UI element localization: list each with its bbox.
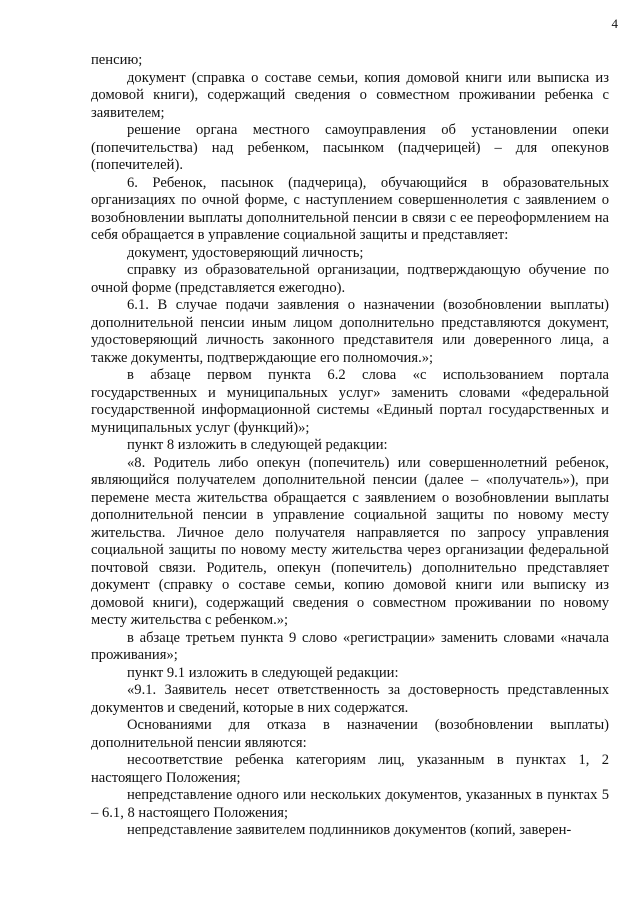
paragraph: пункт 9.1 изложить в следующей редакции: [127, 664, 399, 681]
page-number: 4 [611, 16, 618, 31]
paragraph: 6.1. В случае подачи заявления о назначении (возобновлении выплаты) дополнительной пенсии иным лицом дополнительно представляются документ, удостоверяющий личность законного представителя или доверенного лица, а также документы, подтверждающие его полномочия.»; [91, 297, 609, 366]
paragraph: «9.1. Заявитель несет ответственность за достоверность представленных документов и сведений, которые в них содержатся. [91, 682, 609, 716]
paragraph: несоответствие ребенка категориям лиц, указанным в пунктах 1, 2 настоящего Положения; [91, 752, 609, 786]
paragraph: пункт 8 изложить в следующей редакции: [127, 437, 388, 453]
paragraph: документ (справка о составе семьи, копия домовой книги или выписка из домовой книги), содержащий сведения о совместном проживании ребенка с заявителем; [91, 69, 609, 121]
paragraph: справку из образовательной организации, подтверждающую обучение по очной форме (представляется ежегодно). [91, 262, 609, 296]
paragraph: решение органа местного самоуправления об установлении опеки (попечительства) над ребенком, пасынком (падчерицей) – для опекунов (попечителей). [91, 122, 609, 173]
paragraph: «8. Родитель либо опекун (попечитель) или совершеннолетний ребенок, являющийся получателем дополнительной пенсии (далее – «получатель»), при перемене места жительства обращается с заявлением о возобновлении выплаты дополнительной пенсии в управление социальной защиты по новому месту жительства. Личное дело получателя направляется по запросу управления социальной защиты по новому месту жительства через организации федеральной почтовой связи. Родитель, опекун (попечитель) дополнительно представляет документ (справку о составе семьи, копию домовой книги или выписку из домовой книги), содержащий сведения о совместном проживании по новому месту жительства с ребенком.»; [91, 454, 609, 628]
paragraph: непредставление одного или нескольких документов, указанных в пунктах 5 – 6.1, 8 настоящего Положения; [91, 787, 609, 821]
paragraph: документ, удостоверяющий личность; [127, 244, 364, 261]
paragraph: непредставление заявителем подлинников документов (копий, заверен- [127, 822, 572, 838]
paragraph: в абзаце первом пункта 6.2 слова «с использованием портала государственных и муниципальных услуг» заменить словами «федеральной государственной информационной системы «Единый портал государственных и муниципальных услуг (функций)»; [91, 367, 609, 436]
document-body [91, 52, 609, 840]
paragraph-continuation: пенсию; [91, 52, 143, 68]
paragraph: в абзаце третьем пункта 9 слово «регистрации» заменить словами «начала проживания»; [91, 629, 609, 663]
paragraph: 6. Ребенок, пасынок (падчерица), обучающийся в образовательных организациях по очной форме, с наступлением совершеннолетия с заявлением о возобновлении выплаты дополнительной пенсии в связи с ее переоформлением на себя обращается в управление социальной защиты и представляет: [91, 174, 609, 243]
paragraph: Основаниями для отказа в назначении (возобновлении выплаты) дополнительной пенсии являются: [91, 717, 609, 751]
